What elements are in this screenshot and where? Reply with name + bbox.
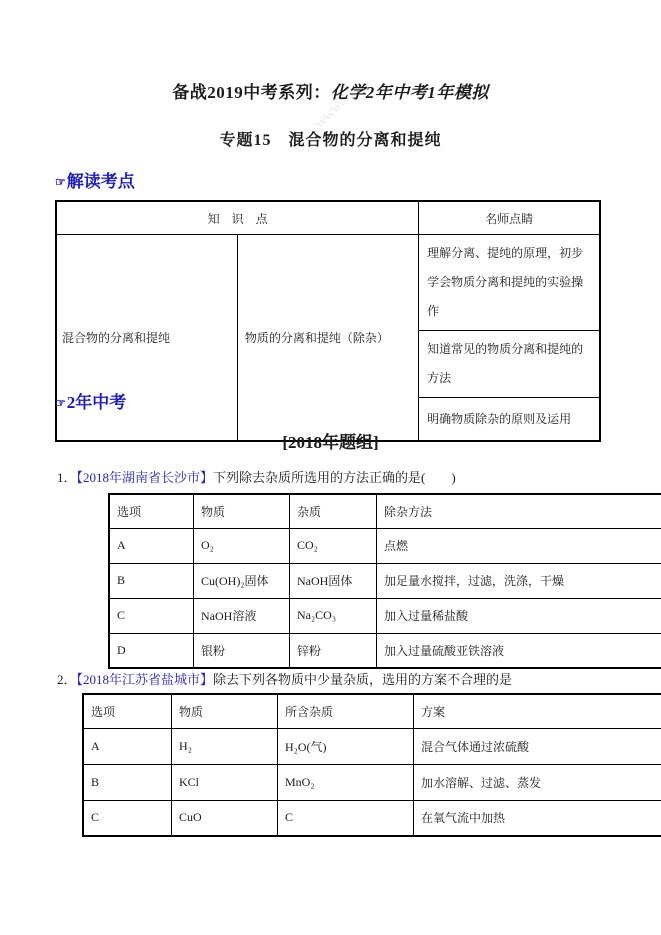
cell-impurity: NaOH固体 [290,563,377,598]
cell-topic: 混合物的分离和提纯 [56,235,237,442]
table-header-row [109,494,661,528]
header-cell-substance: 物质 [194,494,290,528]
table-header-row [56,201,600,235]
section-heading-label: 2年中考 [66,393,127,412]
doc-subtitle: 专题15 混合物的分离和提纯 [219,132,442,149]
doc-title [0,78,661,103]
cell-plan: 混合气体通过浓硫酸 [414,728,661,764]
cell-tip-3: 明确物质除杂的原则及运用 [419,398,600,442]
header-cell-option: 选项 [109,494,194,528]
header-cell-plan: 方案 [414,694,661,728]
table-row-B [109,563,661,598]
cell-impurity: 锌粉 [290,633,377,668]
cell-option: A [109,528,194,563]
header-cell-impurity: 杂质 [290,494,377,528]
section-heading-2nian-zhongkao [55,388,126,413]
question-stem: 除去下列各物质中少量杂质，选用的方案不合理的是 [213,672,513,687]
cell-impurity: Na₂CO₃ [290,598,377,633]
cell-substance: 银粉 [194,633,290,668]
cell-option: D [109,633,194,668]
cell-method: 点燃 [377,528,661,563]
cell-method: 加入过量硫酸亚铁溶液 [377,633,661,668]
header-cell-substance: 物质 [172,694,278,728]
pointer-hand-icon: ☞ [55,175,66,189]
header-cell-knowledge: 知 识 点 [56,201,419,235]
cell-plan: 在氧气流中加热 [414,800,661,836]
cell-impurity: C [278,800,414,836]
cell-tip-1: 理解分离、提纯的原理，初步学会物质分离和提纯的实验操作 [419,235,600,331]
table-row-B [83,764,661,800]
cell-method: 加入过量稀盐酸 [377,598,661,633]
question-source: 【2018年湖南省长沙市】 [76,470,214,485]
cell-impurity: H₂O(气) [278,728,414,764]
cell-substance: O₂ [194,528,290,563]
cell-impurity: CO₂ [290,528,377,563]
cell-method: 加足量水搅拌，过滤，洗涤，干燥 [377,563,661,598]
cell-tip-2: 知道常见的物质分离和提纯的方法 [419,331,600,398]
section-heading-jiedu-kaodian [55,167,135,192]
cell-impurity: MnO₂ [278,764,414,800]
cell-substance: CuO [172,800,278,836]
question-number: 2． [57,672,77,687]
header-cell-method: 除杂方法 [377,494,661,528]
question-source: 【2018年江苏省盐城市】 [76,672,214,687]
cell-knowledge-point: 物质的分离和提纯（除杂） [237,235,418,442]
knowledge-points-table [55,200,601,442]
header-cell-option: 选项 [83,694,172,728]
watermark: www.21 [311,84,359,132]
header-cell-impurity: 所含杂质 [278,694,414,728]
table-row-C [83,800,661,836]
pointer-hand-icon: ☞ [55,396,66,410]
cell-substance: Cu(OH)₂固体 [194,563,290,598]
cell-substance: H₂ [172,728,278,764]
cell-plan: 加水溶解、过滤、蒸发 [414,764,661,800]
table-header-row [83,694,661,728]
cell-option: B [83,764,172,800]
doc-title-prefix: 备战2019中考系列： [172,83,331,102]
cell-option: C [109,598,194,633]
cell-option: C [83,800,172,836]
question-2-table [82,693,661,837]
question-1 [57,467,456,486]
question-2 [57,669,512,688]
cell-substance: KCl [172,764,278,800]
cell-substance: NaOH溶液 [194,598,290,633]
cell-option: B [109,563,194,598]
section-heading-label: 解读考点 [66,172,135,191]
table-row-D [109,633,661,668]
table-row-C [109,598,661,633]
header-cell-tips: 名师点睛 [419,201,600,235]
doc-title-suffix: 化学2年中考1年模拟 [330,83,489,102]
table-row-A [83,728,661,764]
question-stem: 下列除去杂质所选用的方法正确的是( ) [213,470,456,485]
group-title-2018: [2018年题组] [282,433,379,452]
question-number: 1． [57,470,77,485]
table-row [56,235,600,331]
cell-option: A [83,728,172,764]
question-1-table [108,493,661,669]
table-row-A [109,528,661,563]
